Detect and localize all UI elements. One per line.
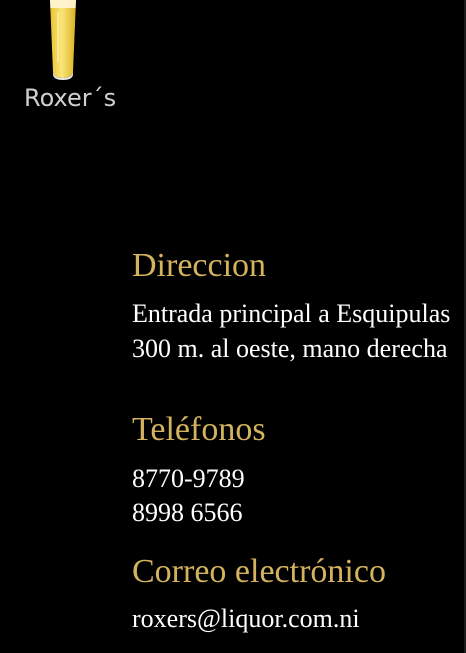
brand-logo[interactable]: [22, 0, 117, 116]
address-heading: Direccion: [132, 247, 267, 284]
phone-number-1[interactable]: 8770-9789: [132, 464, 245, 493]
email-heading: Correo electrónico: [132, 553, 386, 590]
address-line-1: Entrada principal a Esquipulas: [132, 299, 451, 328]
phone-number-2[interactable]: 8998 6566: [132, 498, 243, 527]
email-address[interactable]: roxers@liquor.com.ni: [132, 604, 360, 633]
brand-name: Roxer´s: [24, 84, 117, 112]
phones-heading: Teléfonos: [132, 411, 266, 448]
beer-glass-icon: [48, 0, 78, 80]
address-line-2: 300 m. al oeste, mano derecha: [132, 334, 448, 363]
